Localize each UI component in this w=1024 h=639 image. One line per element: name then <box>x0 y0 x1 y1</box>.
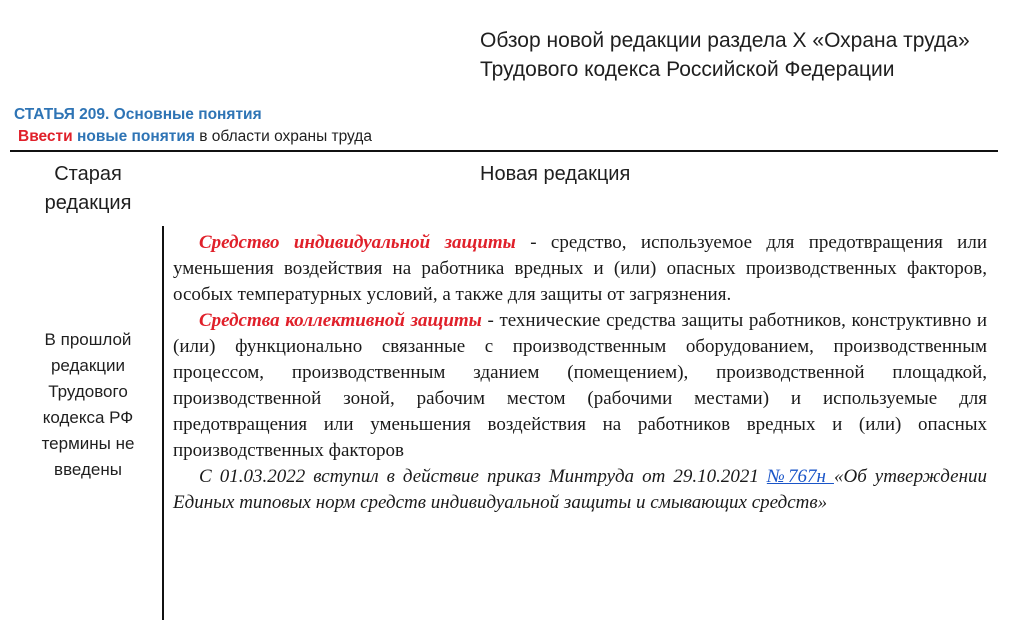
definition-personal-protection <box>173 230 987 308</box>
column-divider <box>162 226 164 620</box>
old-text-line: редакции <box>50 356 126 375</box>
old-edition-header <box>24 160 152 218</box>
subtitle-blue-words: новые понятия <box>77 128 195 145</box>
old-text-line: В прошлой <box>44 330 132 349</box>
order-note <box>173 464 987 516</box>
old-text-line: Трудового <box>48 382 128 401</box>
order-note-after: «Об утверждении Единых типовых норм средств индивидуальной защиты и смывающих средств» <box>173 466 987 513</box>
definition-text: - технические средства защиты работников, конструктивно и (или) функционально связанные с производственным оборудованием, производственным процессом, производственным зданием (помещением), производственной площадкой, производственной зоной, рабочим местом (рабочими местами) и используемые для предотвращения или уменьшения воздействия на работников вредных и (или) опасных производственных факторов <box>173 310 987 461</box>
old-edition-text <box>22 327 154 483</box>
definition-term: Средства коллективной защиты <box>199 310 482 331</box>
article-title: СТАТЬЯ 209. Основные понятия <box>14 106 262 123</box>
subtitle-rest: в области охраны труда <box>199 128 372 145</box>
definition-collective-protection <box>173 308 987 464</box>
header-divider <box>10 150 998 152</box>
definition-text: - средство, используемое для предотвращения или уменьшения воздействия на работника вредных и (или) опасных производственных факторов, особых температурных условий, а также для защиты от загрязнения. <box>173 232 987 305</box>
article-subtitle <box>14 126 372 148</box>
old-edition-header-line-1: Старая <box>54 163 122 185</box>
order-note-before: С 01.03.2022 вступил в действие приказ Минтруда от 29.10.2021 <box>199 466 767 487</box>
new-edition-text <box>173 230 987 516</box>
slide-title-line-1: Обзор новой редакции раздела Х «Охрана труда» <box>480 29 970 52</box>
order-link[interactable]: №767н <box>766 466 834 487</box>
article-heading <box>14 104 372 148</box>
subtitle-red-word: Ввести <box>18 128 73 145</box>
slide-title <box>480 26 1020 84</box>
old-text-line: термины не <box>41 434 135 453</box>
slide-title-line-2: Трудового кодекса Российской Федерации <box>480 58 895 81</box>
definition-term: Средство индивидуальной защиты <box>199 232 516 253</box>
new-edition-header: Новая редакция <box>480 163 631 185</box>
old-edition-header-line-2: редакция <box>44 192 132 214</box>
old-text-line: кодекса РФ <box>42 408 134 427</box>
old-text-line: введены <box>54 460 122 479</box>
